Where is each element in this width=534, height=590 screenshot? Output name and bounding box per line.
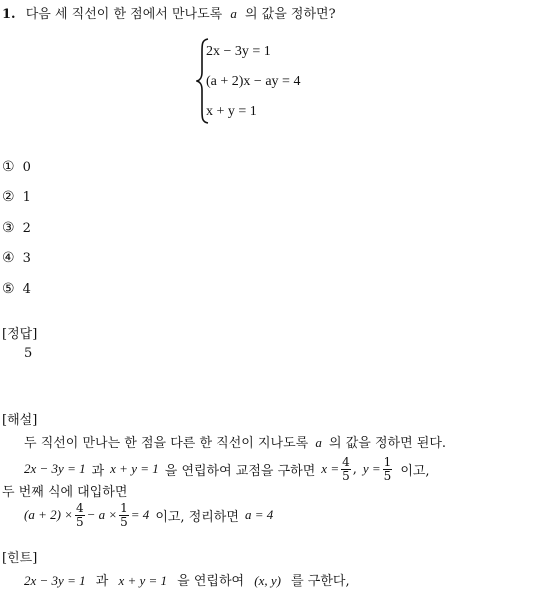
equation: 2x − 3y = 1 bbox=[24, 573, 86, 588]
question-text: 다음 세 직선이 한 점에서 만나도록 bbox=[25, 7, 223, 22]
choice-marker: ① bbox=[2, 159, 15, 175]
explanation-line-1 bbox=[24, 432, 446, 451]
equation: 2x − 3y = 1 bbox=[24, 461, 86, 476]
choice-1[interactable] bbox=[2, 159, 31, 175]
choice-2[interactable] bbox=[2, 189, 31, 205]
choice-4[interactable] bbox=[2, 250, 31, 266]
explanation-text: 과 bbox=[91, 463, 105, 479]
fraction-denominator: 5 bbox=[383, 468, 392, 483]
fraction-one-fifth bbox=[119, 502, 129, 529]
answer-label: [정답] bbox=[2, 327, 38, 342]
equation: (a + 2) × bbox=[24, 507, 73, 522]
fraction-numerator: 1 bbox=[383, 454, 392, 469]
fraction-x bbox=[341, 456, 351, 483]
explanation-text: 이고, 정리하면 bbox=[155, 509, 239, 525]
hint-label: [힌트] bbox=[2, 551, 38, 566]
choice-3[interactable] bbox=[2, 220, 31, 236]
equation: − a × bbox=[86, 507, 118, 522]
fraction-denominator: 5 bbox=[120, 514, 128, 529]
hint-text: 을 연립하여 bbox=[177, 574, 245, 589]
choice-marker: ④ bbox=[2, 250, 15, 266]
fraction-numerator: 4 bbox=[75, 500, 84, 515]
choice-value: 0 bbox=[22, 160, 31, 175]
hint-line bbox=[24, 570, 350, 589]
question-line bbox=[2, 3, 336, 22]
equation: y = bbox=[362, 461, 381, 476]
system-equation-1: 2x − 3y = 1 bbox=[206, 44, 271, 59]
choice-value: 3 bbox=[22, 251, 31, 266]
explanation-label: [해설] bbox=[2, 413, 38, 428]
equation: x = bbox=[321, 461, 340, 476]
system-equation-3: x + y = 1 bbox=[206, 104, 257, 119]
fraction-denominator: 5 bbox=[342, 468, 350, 483]
question-variable: a bbox=[230, 6, 237, 21]
fraction-numerator: 4 bbox=[342, 454, 350, 469]
explanation-text: 을 연립하여 교점을 구하면 bbox=[164, 463, 316, 479]
choice-marker: ③ bbox=[2, 220, 15, 236]
fraction-denominator: 5 bbox=[75, 514, 84, 529]
explanation-line-2: 2x − 3y = 1 과 x + y = 1 을 연립하여 교점을 구하면 x = $\frac{4}{5}$ , y = $\frac{1}{5}$ 이고, bbox=[24, 454, 430, 483]
explanation-line-3: 두 번째 식에 대입하면 bbox=[2, 485, 128, 500]
system-equation-2: (a + 2)x − ay = 4 bbox=[206, 74, 301, 89]
question-number: 1. bbox=[2, 7, 16, 22]
equation: x + y = 1 bbox=[110, 461, 159, 476]
hint-text: 를 구한다, bbox=[291, 574, 350, 589]
answer-value: 5 bbox=[24, 346, 33, 361]
question-text-end: 의 값을 정하면? bbox=[244, 7, 336, 22]
explanation-variable: a bbox=[315, 435, 322, 450]
explanation-line-4 bbox=[24, 497, 273, 533]
equation: = 4 bbox=[130, 507, 150, 522]
choice-value: 2 bbox=[22, 221, 31, 236]
choice-marker: ② bbox=[2, 189, 15, 205]
explanation-text: 이고, bbox=[400, 463, 430, 479]
fraction-four-fifths bbox=[75, 502, 85, 529]
fraction-numerator: 1 bbox=[120, 500, 128, 515]
equation: a = 4 bbox=[244, 507, 274, 522]
choice-5[interactable] bbox=[2, 281, 31, 297]
explanation-text: 두 직선이 만나는 한 점을 다른 한 직선이 지나도록 bbox=[24, 436, 309, 451]
choice-value: 1 bbox=[22, 190, 31, 205]
choice-marker: ⑤ bbox=[2, 281, 15, 297]
equation: x + y = 1 bbox=[118, 573, 168, 588]
fraction-y bbox=[383, 456, 393, 483]
hint-text: 과 bbox=[95, 574, 109, 589]
choice-value: 4 bbox=[22, 282, 31, 297]
explanation-text: 의 값을 정하면 된다. bbox=[329, 436, 447, 451]
equation: (x, y) bbox=[254, 573, 281, 588]
